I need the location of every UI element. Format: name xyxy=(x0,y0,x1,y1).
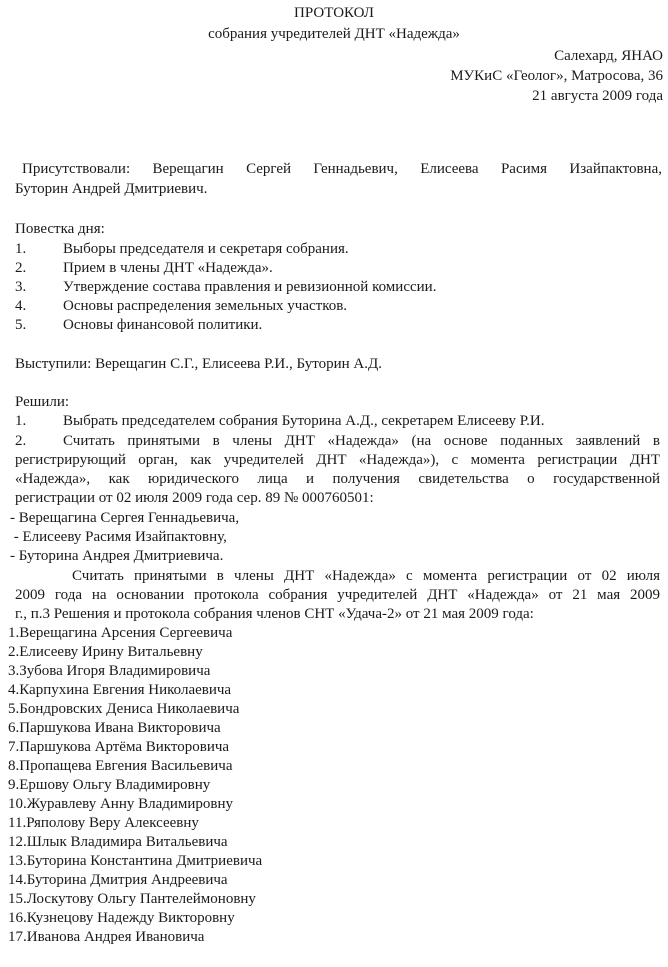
member-entry: 4.Карпухина Евгения Николаевича xyxy=(8,682,232,698)
decision-item-2-line-1 xyxy=(15,432,660,451)
members-para-line-1: Считать принятыми в члены ДНТ «Надежда» с момента регистрации от 02 июля xyxy=(72,568,660,584)
speakers-line: Выступили: Верещагин С.Г., Елисеева Р.И., Буторин А.Д. xyxy=(15,356,382,372)
member-entry: 12.Шлык Владимира Витальевича xyxy=(8,834,228,850)
founder-entry: - Верещагина Сергея Геннадьевича, xyxy=(10,510,240,526)
member-entry: 6.Паршукова Ивана Викторовича xyxy=(8,720,221,736)
member-entry: 3.Зубова Игоря Владимировича xyxy=(8,663,211,679)
member-entry: 8.Пропащева Евгения Васильевича xyxy=(8,758,233,774)
founder-entry: - Елисееву Расимя Изайпактовну, xyxy=(10,529,227,545)
member-entry: 7.Паршукова Артёма Викторовича xyxy=(8,739,230,755)
document-subtitle: собрания учредителей ДНТ «Надежда» xyxy=(208,26,460,42)
member-entry: 9.Ершову Ольгу Владимировну xyxy=(8,777,211,793)
agenda-item-text: Основы распределения земельных участков. xyxy=(63,298,348,314)
decision-number: 1. xyxy=(15,413,27,429)
decision-item-1 xyxy=(15,412,545,431)
document-date: 21 августа 2009 года xyxy=(532,88,663,104)
agenda-item-text: Утверждение состава правления и ревизионной комиссии. xyxy=(63,279,437,295)
agenda-item-number: 3. xyxy=(15,279,27,295)
agenda-item-text: Основы финансовой политики. xyxy=(63,317,263,333)
member-entry: 2.Елисееву Ирину Витальевну xyxy=(8,644,203,660)
members-para-line-3: г., п.3 Решения и протокола собрания членов СНТ «Удача-2» от 21 мая 2009 года: xyxy=(15,606,534,622)
member-entry: 15.Лоскутову Ольгу Пантелеймоновну xyxy=(8,891,256,907)
decision-item-2-line-2: регистрирующий орган, как учредителей ДНТ «Надежда»), с момента регистрации ДНТ xyxy=(15,452,660,468)
member-entry: 5.Бондровских Дениса Николаевича xyxy=(8,701,240,717)
agenda-item-number: 2. xyxy=(15,260,27,276)
agenda-item xyxy=(15,278,436,297)
decision-item-2-line-4: регистрации от 02 июля 2009 года сер. 89 № 000760501: xyxy=(15,490,374,506)
agenda-heading: Повестка дня: xyxy=(15,221,105,237)
decision-number: 2. xyxy=(15,433,27,449)
place-city: Салехард, ЯНАО xyxy=(554,48,663,64)
founder-entry: - Буторина Андрея Дмитриевича. xyxy=(10,548,224,564)
place-venue: МУКиС «Геолог», Матросова, 36 xyxy=(450,68,663,84)
member-entry: 10.Журавлеву Анну Владимировну xyxy=(8,796,234,812)
member-entry: 14.Буторина Дмитрия Андреевича xyxy=(8,872,228,888)
present-line-1: Присутствовали: Верещагин Сергей Геннадьевич, Елисеева Расимя Изайпактовна, xyxy=(22,161,662,177)
agenda-item xyxy=(15,240,349,259)
agenda-item xyxy=(15,316,262,335)
agenda-item-text: Прием в члены ДНТ «Надежда». xyxy=(63,260,273,276)
member-entry: 16.Кузнецову Надежду Викторовну xyxy=(8,910,235,926)
members-para-line-2: 2009 года на основании протокола собрания учредителей ДНТ «Надежда» от 21 мая 2009 xyxy=(15,587,660,603)
document-title: ПРОТОКОЛ xyxy=(294,5,374,21)
member-entry: 11.Ряполову Веру Алексеевну xyxy=(8,815,199,831)
member-entry: 17.Иванова Андрея Ивановича xyxy=(8,929,205,945)
present-line-2: Буторин Андрей Дмитриевич. xyxy=(15,181,208,197)
agenda-item-number: 5. xyxy=(15,317,27,333)
decision-item-2-line-3: «Надежда», как юридического лица и получения свидетельства о государственной xyxy=(15,471,660,487)
agenda-item-number: 4. xyxy=(15,298,27,314)
agenda-item-text: Выборы председателя и секретаря собрания. xyxy=(63,241,349,257)
agenda-item-number: 1. xyxy=(15,241,27,257)
agenda-item xyxy=(15,297,347,316)
decision-text: Выбрать председателем собрания Буторина А.Д., секретарем Елисееву Р.И. xyxy=(63,413,545,429)
decision-text: Считать принятыми в члены ДНТ «Надежда» (на основе поданных заявлений в xyxy=(63,433,660,449)
member-entry: 1.Верещагина Арсения Сергеевича xyxy=(8,625,233,641)
agenda-item xyxy=(15,259,273,278)
decisions-heading: Решили: xyxy=(15,394,70,410)
member-entry: 13.Буторина Константина Дмитриевича xyxy=(8,853,263,869)
